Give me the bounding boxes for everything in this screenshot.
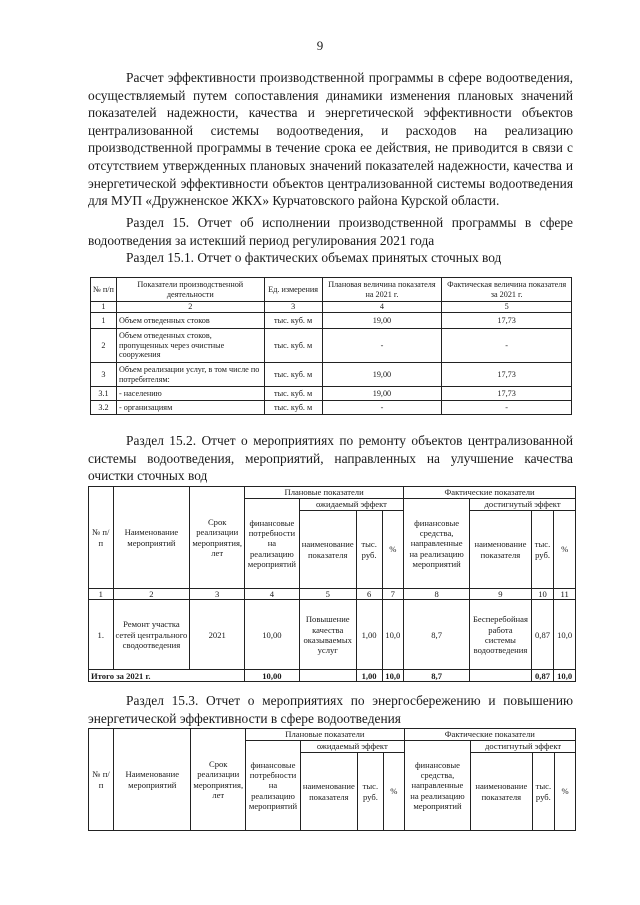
- col-header-rub: тыс. руб.: [357, 753, 383, 831]
- col-header-plan: Плановая величина показателя на 2021 г.: [322, 278, 442, 302]
- col-header-fact: Фактическая величина показателя за 2021 г.: [442, 278, 572, 302]
- row-name: - организациям: [116, 401, 264, 415]
- total-ach-pct: 10,0: [554, 670, 576, 682]
- col-number: 5: [299, 589, 356, 600]
- col-header-expected: ожидаемый эффект: [300, 741, 404, 753]
- row-num: 3.2: [91, 401, 117, 415]
- row-fact: 17,73: [442, 313, 572, 329]
- row-name: Ремонт участка сетей центрального сводоотведения: [113, 600, 190, 670]
- col-number: 3: [264, 302, 322, 313]
- row-num: 1.: [89, 600, 114, 670]
- total-label: Итого за 2021 г.: [89, 670, 245, 682]
- col-number: 4: [322, 302, 442, 313]
- row-num: 3: [91, 363, 117, 387]
- col-header-term: Срок реализации мероприятия, лет: [191, 729, 246, 831]
- row-fact: 17,73: [442, 363, 572, 387]
- row-exp-name: Повышение качества оказываемых услуг: [299, 600, 356, 670]
- row-unit: тыс. куб. м: [264, 387, 322, 401]
- row-unit: тыс. куб. м: [264, 329, 322, 363]
- col-header-rub: тыс. руб.: [531, 511, 554, 589]
- section-15-2-title: Раздел 15.2. Отчет о мероприятиях по ремонту объектов централизованной системы водоотведения, мероприятий, направленных на улучшение качества очистки сточных вод: [88, 433, 573, 484]
- row-exp-rub: 1,00: [356, 600, 382, 670]
- row-name: Объем отведенных стоков, пропущенных через очистные сооружения: [116, 329, 264, 363]
- col-header-indicator: Показатели производственной деятельности: [116, 278, 264, 302]
- row-plan: 19,00: [322, 387, 442, 401]
- page-number: 9: [316, 38, 324, 53]
- col-header-achieved: достигнутый эффект: [471, 741, 576, 753]
- col-header-pct: %: [555, 753, 576, 831]
- col-header-rub: тыс. руб.: [532, 753, 555, 831]
- col-number: 10: [531, 589, 554, 600]
- col-header-pct: %: [383, 753, 404, 831]
- total-exp-pct: 10,0: [382, 670, 404, 682]
- row-plan: 19,00: [322, 363, 442, 387]
- row-unit: тыс. куб. м: [264, 401, 322, 415]
- col-header-pct: %: [554, 511, 576, 589]
- col-header-eff-name: наименование показателя: [299, 511, 356, 589]
- row-plan: 19,00: [322, 313, 442, 329]
- row-fact: -: [442, 401, 572, 415]
- total-plan-fin: 10,00: [245, 670, 300, 682]
- intro-paragraph: Расчет эффективности производственной программы в сфере водоотведения, осуществляемый путем сопоставления динамики изменения плановых значений показателей надежности, качества и энергетической эффективности объектов централизованной системы водоотведения, и расходов на реализацию производственной программы в течение срока ее действия, не приводится в связи с отсутствием утвержденных плановых значений показателей надежности, качества и энергетической эффективности объектов централизованной системы водоотведения для МУП «Дружненское ЖКХ» Курчатовского района Курской области.: [88, 70, 573, 209]
- table-row: [91, 329, 572, 363]
- col-header-name: Наименование мероприятий: [114, 729, 191, 831]
- col-number: 2: [116, 302, 264, 313]
- row-unit: тыс. куб. м: [264, 313, 322, 329]
- table-row: [89, 600, 576, 670]
- row-plan-fin: 10,00: [245, 600, 300, 670]
- col-header-term: Срок реализации мероприятия, лет: [190, 487, 245, 589]
- row-name: Объем реализации услуг, в том числе по потребителям:: [116, 363, 264, 387]
- col-header-rub: тыс. руб.: [356, 511, 382, 589]
- row-plan: -: [322, 329, 442, 363]
- row-num: 1: [91, 313, 117, 329]
- col-header-unit: Ед. измерения: [264, 278, 322, 302]
- col-header-achieved: достигнутый эффект: [470, 499, 576, 511]
- col-number: 1: [89, 589, 114, 600]
- col-number: 8: [404, 589, 470, 600]
- col-number: 11: [554, 589, 576, 600]
- row-ach-name: Бесперебойная работа системы водоотведения: [470, 600, 532, 670]
- row-fact: -: [442, 329, 572, 363]
- repair-measures-table: [88, 486, 576, 682]
- col-header-pct: %: [382, 511, 404, 589]
- col-number: 5: [442, 302, 572, 313]
- row-num: 2: [91, 329, 117, 363]
- col-header-fact: Фактические показатели: [404, 729, 575, 741]
- total-row: [89, 670, 576, 682]
- row-unit: тыс. куб. м: [264, 363, 322, 387]
- col-header-plan-fin: финансовые потребности на реализацию мероприятий: [245, 499, 300, 589]
- col-header-plan-fin: финансовые потребности на реализацию мероприятий: [246, 741, 301, 831]
- col-number: 3: [190, 589, 245, 600]
- table-row: [91, 313, 572, 329]
- col-header-eff-name: наименование показателя: [300, 753, 357, 831]
- col-header-fact-fin: финансовые средства, направленные на реализацию мероприятий: [404, 499, 470, 589]
- table-row: [91, 387, 572, 401]
- sewage-volume-table: [90, 277, 572, 415]
- col-header-num: № п/п: [89, 729, 114, 831]
- col-number: 7: [382, 589, 404, 600]
- col-header-eff-name: наименование показателя: [471, 753, 532, 831]
- col-header-num: № п/п: [89, 487, 114, 589]
- section-15-3-title: Раздел 15.3. Отчет о мероприятиях по энергосбережению и повышению энергетической эффективности в сфере водоотведения: [88, 693, 573, 726]
- col-header-eff-name: наименование показателя: [470, 511, 532, 589]
- total-fact-fin: 8,7: [404, 670, 470, 682]
- row-ach-rub: 0,87: [531, 600, 554, 670]
- total-exp-name: [299, 670, 356, 682]
- col-header-expected: ожидаемый эффект: [299, 499, 403, 511]
- row-fact: 17,73: [442, 387, 572, 401]
- col-number: 1: [91, 302, 117, 313]
- row-num: 3.1: [91, 387, 117, 401]
- table-row: [91, 401, 572, 415]
- col-header-plan: Плановые показатели: [246, 729, 405, 741]
- col-header-fact: Фактические показатели: [404, 487, 576, 499]
- table-row: [91, 363, 572, 387]
- section-15-1-title: Раздел 15.1. Отчет о фактических объемах принятых сточных вод: [126, 250, 502, 265]
- row-name: Объем отведенных стоков: [116, 313, 264, 329]
- total-ach-name: [470, 670, 532, 682]
- col-header-fact-fin: финансовые средства, направленные на реализацию мероприятий: [404, 741, 471, 831]
- row-exp-pct: 10,0: [382, 600, 404, 670]
- section-15-title: Раздел 15. Отчет об исполнении производственной программы в сфере водоотведения за истекший период регулирования 2021 года: [88, 215, 573, 248]
- total-exp-rub: 1,00: [356, 670, 382, 682]
- col-header-num: № п/п: [91, 278, 117, 302]
- energy-measures-table: [88, 728, 576, 831]
- row-plan: -: [322, 401, 442, 415]
- col-number: 9: [470, 589, 532, 600]
- row-term: 2021: [190, 600, 245, 670]
- row-fact-fin: 8,7: [404, 600, 470, 670]
- col-header-name: Наименование мероприятий: [113, 487, 190, 589]
- row-ach-pct: 10,0: [554, 600, 576, 670]
- total-ach-rub: 0,87: [531, 670, 554, 682]
- col-header-plan: Плановые показатели: [245, 487, 404, 499]
- col-number: 6: [356, 589, 382, 600]
- row-name: - населению: [116, 387, 264, 401]
- col-number: 2: [113, 589, 190, 600]
- col-number: 4: [245, 589, 300, 600]
